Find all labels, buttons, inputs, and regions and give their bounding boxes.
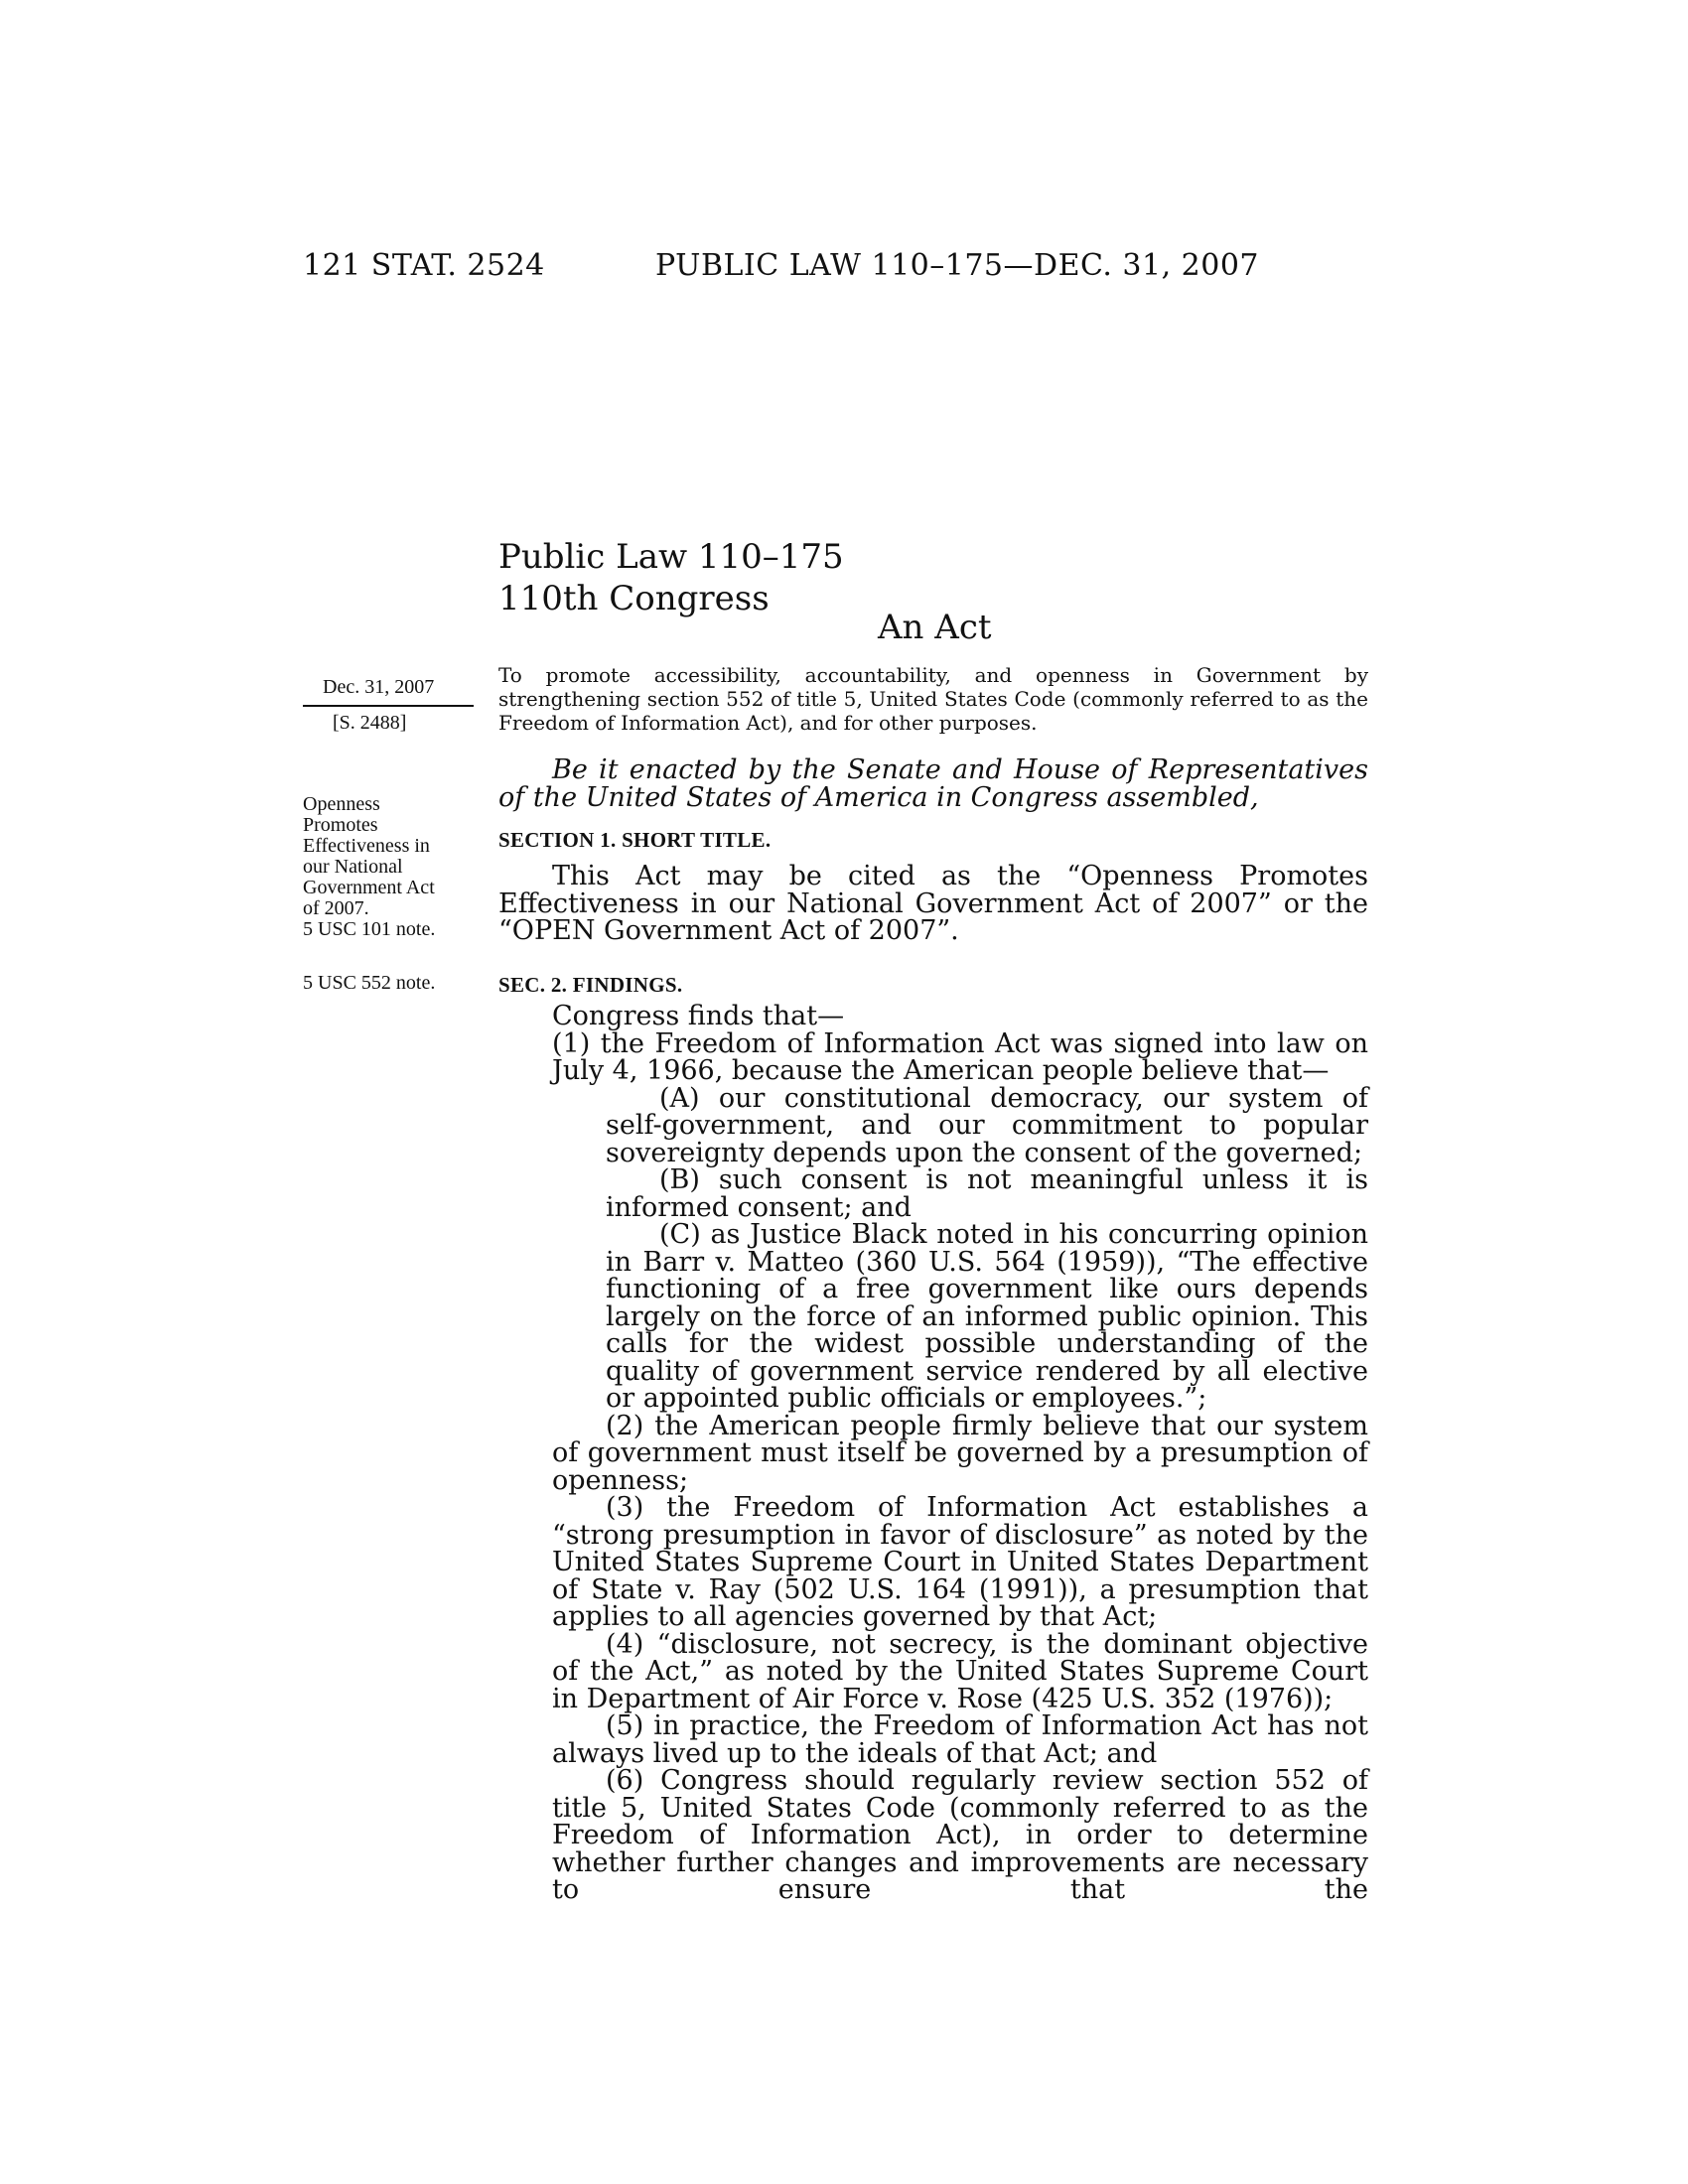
findings-intro: Congress finds that— bbox=[552, 1001, 845, 1031]
section-2-heading: SEC. 2. FINDINGS. bbox=[498, 973, 683, 997]
finding-3-text: (3) the Freedom of Information Act establishes a “strong presumption in favor of disclosure” as noted by the United States Supreme Court in United States Department of State v. Ray (502 U.S. 164 (1991)), a presumption that applies to all agencies governed by that Act; bbox=[552, 1492, 1368, 1632]
congress-number: 110th Congress bbox=[498, 579, 770, 618]
an-act-heading: An Act bbox=[878, 608, 992, 647]
finding-1-c-text: (C) as Justice Black noted in his concurring opinion in Barr v. Matteo (360 U.S. 564 (1959)), “The effective functioning of a free government like ours depends largely on the force of an informed public opinion. This calls for the widest possible understanding of the quality of government service rendered by all elective or appointed public officials or employees.”; bbox=[606, 1219, 1368, 1414]
finding-2 bbox=[552, 1410, 1368, 1496]
public-law-number: Public Law 110–175 bbox=[498, 537, 844, 577]
finding-1-a-text: (A) our constitutional democracy, our system of self-government, and our commitment to popular sovereignty depends upon the consent of the governed; bbox=[606, 1082, 1368, 1168]
finding-3 bbox=[552, 1494, 1368, 1631]
finding-6 bbox=[552, 1767, 1368, 1904]
sidenote-line: of 2007. bbox=[303, 897, 369, 919]
purpose-text: To promote accessibility, accountability, and openness in Government by strengthening section 552 of title 5, United States Code (commonly referred to as the Freedom of Information Act), and for other purposes. bbox=[498, 663, 1368, 735]
finding-5 bbox=[552, 1712, 1368, 1767]
finding-1-c bbox=[606, 1221, 1368, 1413]
sidenote-date: Dec. 31, 2007 bbox=[323, 676, 435, 698]
stat-page-ref: 121 STAT. 2524 bbox=[303, 248, 545, 283]
finding-6-text: (6) Congress should regularly review section 552 of title 5, United States Code (commonly referred to as the Freedom of Information Act), in order to determine whether further changes and improvements are necessary to ensure that the bbox=[552, 1765, 1368, 1905]
section-1-text: This Act may be cited as the “Openness Promotes Effectiveness in our National Government Act of 2007” or the “OPEN Government Act of 2007”. bbox=[498, 861, 1368, 946]
sidenote-line: Promotes bbox=[303, 814, 378, 836]
finding-5-text: (5) in practice, the Freedom of Information Act has not always lived up to the ideals of that Act; and bbox=[552, 1710, 1368, 1769]
section-1-heading: SECTION 1. SHORT TITLE. bbox=[498, 828, 772, 852]
finding-1 bbox=[552, 1027, 1368, 1086]
finding-1-text: (1) the Freedom of Information Act was signed into law on July 4, 1966, because the American people believe that— bbox=[552, 1027, 1368, 1086]
sidenote-short-title bbox=[303, 794, 435, 940]
title-block bbox=[498, 536, 844, 619]
finding-1-b-text: (B) such consent is not meaningful unless it is informed consent; and bbox=[606, 1164, 1368, 1223]
sidenote-line: 5 USC 101 note. bbox=[303, 918, 436, 940]
finding-4 bbox=[552, 1628, 1368, 1714]
sidenote-bill-number: [S. 2488] bbox=[333, 712, 407, 734]
enacting-clause: Be it enacted by the Senate and House of Representatives of the United States of America in Congress assembled, bbox=[498, 754, 1368, 813]
finding-1-b bbox=[606, 1166, 1368, 1221]
sidenote-line: our National bbox=[303, 856, 403, 878]
sidenote-sec2-note: 5 USC 552 note. bbox=[303, 972, 436, 994]
sidenote-divider bbox=[303, 705, 474, 707]
sidenote-line: Effectiveness in bbox=[303, 835, 430, 857]
sidenote-line: Government Act bbox=[303, 877, 435, 898]
finding-2-text: (2) the American people firmly believe that our system of government must itself be governed by a presumption of openness; bbox=[552, 1410, 1368, 1496]
section-2-body bbox=[498, 1003, 1368, 1904]
running-header: PUBLIC LAW 110–175—DEC. 31, 2007 bbox=[655, 248, 1260, 283]
sidenote-line: Openness bbox=[303, 793, 380, 815]
finding-1-a bbox=[606, 1082, 1368, 1168]
finding-4-text: (4) “disclosure, not secrecy, is the dominant objective of the Act,” as noted by the United States Supreme Court in Department of Air Force v. Rose (425 U.S. 352 (1976)); bbox=[552, 1628, 1368, 1714]
